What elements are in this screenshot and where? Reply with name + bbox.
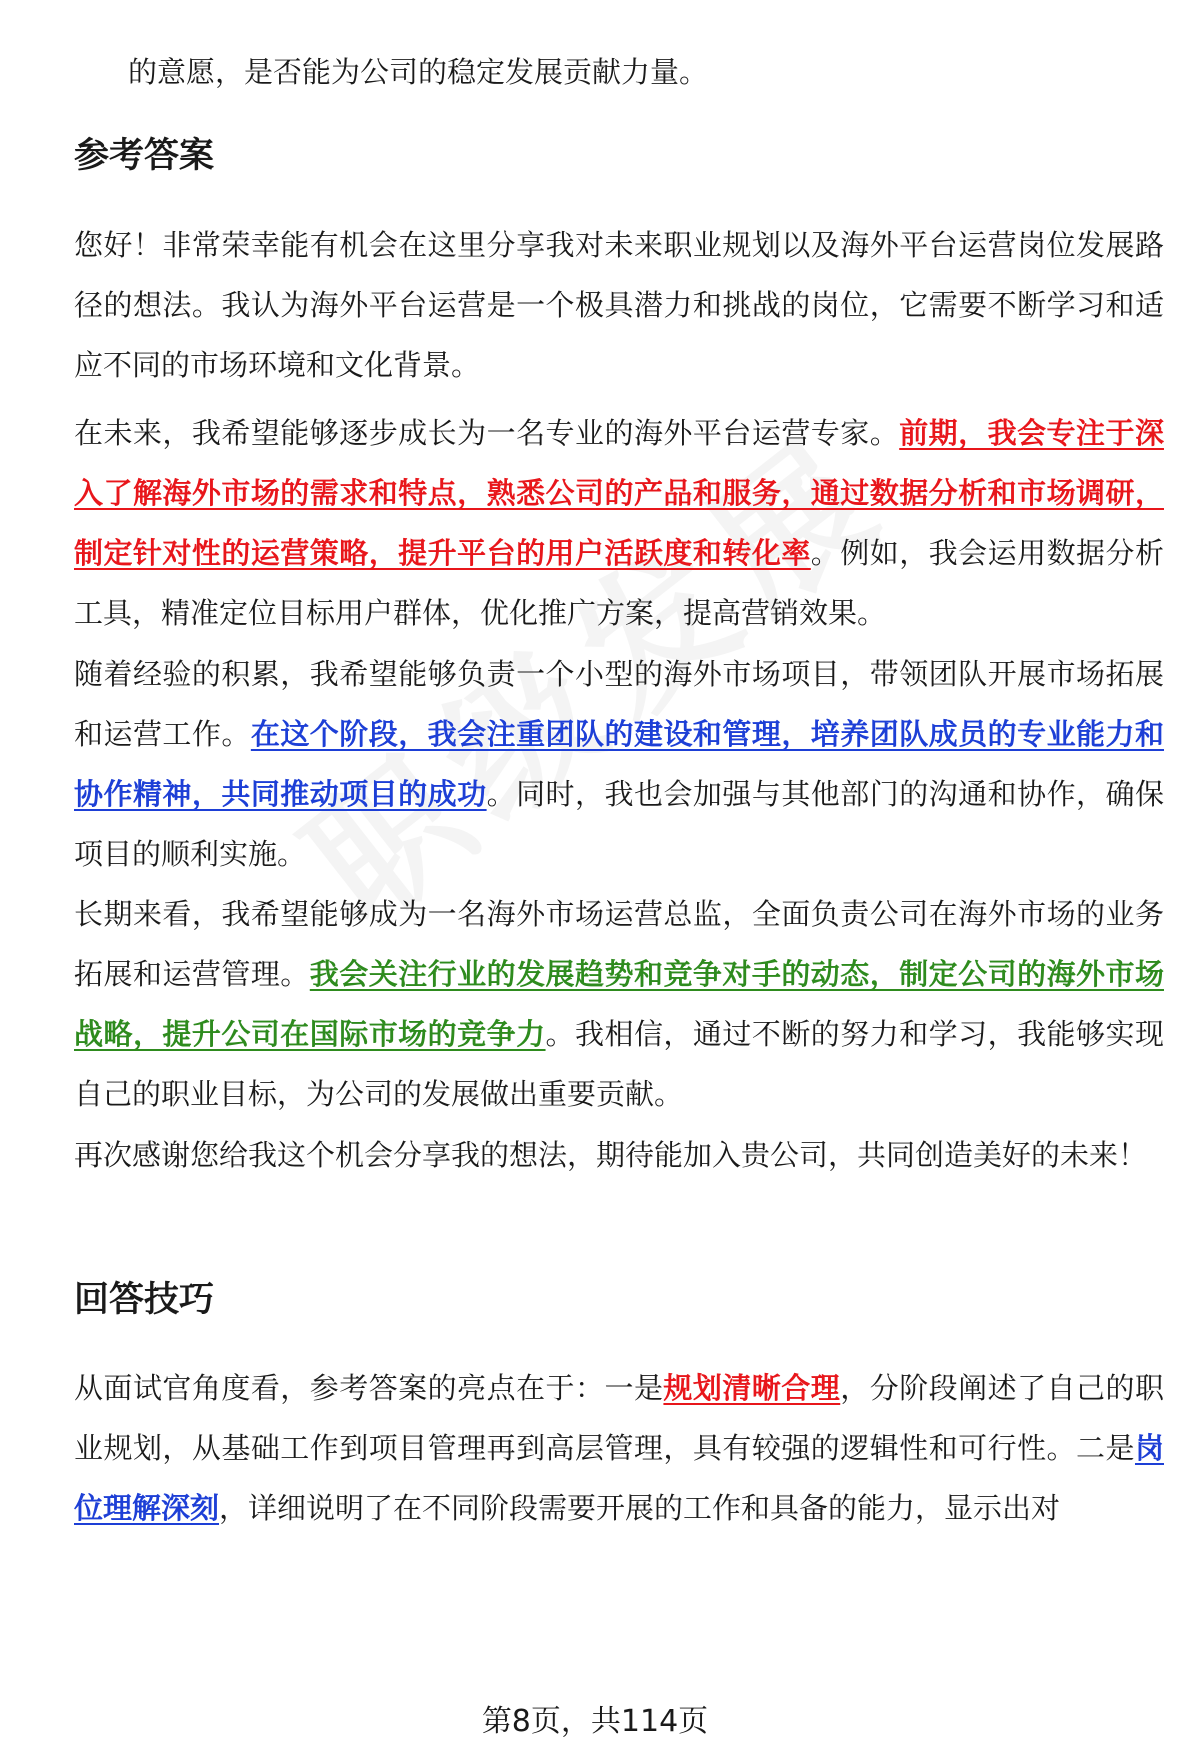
answer-paragraph-3 [74, 644, 1164, 884]
p3-blue-highlight: 在这个阶段，我会注重团队的建设和管理，培养团队成员的专业能力和协作精神，共同推动项目的成功 [74, 717, 1164, 811]
p4-green-highlight: 我会关注行业的发展趋势和竞争对手的动态，制定公司的海外市场战略，提升公司在国际市场的竞争力 [74, 957, 1164, 1051]
p2-before: 在未来，我希望能够逐步成长为一名专业的海外平台运营专家。 [74, 416, 900, 450]
answer-paragraph-5-text: 再次感谢您给我这个机会分享我的想法，期待能加入贵公司，共同创造美好的未来！ [74, 1138, 1148, 1172]
answer-paragraph-1-text: 您好！非常荣幸能有机会在这里分享我对未来职业规划以及海外平台运营岗位发展路径的想法。我认为海外平台运营是一个极具潜力和挑战的岗位，它需要不断学习和适应不同的市场环境和文化背景。 [74, 228, 1164, 382]
p3-after: 。同时，我也会加强与其他部门的沟通和协作，确保项目的顺利实施。 [74, 777, 1164, 871]
answer-paragraph-2 [74, 403, 1164, 643]
tips-highlight-2: 岗位理解深刻 [74, 1431, 1164, 1525]
answer-paragraph-3-text [74, 644, 1164, 884]
p2-after: 。例如，我会运用数据分析工具，精准定位目标用户群体，优化推广方案，提高营销效果。 [74, 536, 1164, 630]
continued-text: 的意愿，是否能为公司的稳定发展贡献力量。 [128, 55, 709, 89]
tips-highlight-1: 规划清晰合理 [663, 1371, 841, 1405]
tips-after: ，详细说明了在不同阶段需要开展的工作和具备的能力，显示出对 [219, 1491, 1061, 1525]
page-number-footer: 第8页，共114页 [481, 1704, 709, 1739]
p2-red-highlight: 前期，我会专注于深入了解海外市场的需求和特点，熟悉公司的产品和服务，通过数据分析和市场调研，制定针对性的运营策略，提升平台的用户活跃度和转化率 [74, 416, 1164, 570]
tips-before: 从面试官角度看，参考答案的亮点在于：一是 [74, 1371, 664, 1405]
tips-paragraph-text [74, 1358, 1164, 1538]
tips-heading: 回答技巧 [74, 1280, 215, 1320]
p3-before: 随着经验的积累，我希望能够负责一个小型的海外市场项目，带领团队开展市场拓展和运营工作。 [74, 657, 1164, 751]
answer-paragraph-1 [74, 215, 1164, 395]
answer-paragraph-4 [74, 884, 1164, 1124]
answer-paragraph-4-text [74, 884, 1164, 1124]
p4-before: 长期来看，我希望能够成为一名海外市场运营总监，全面负责公司在海外市场的业务拓展和运营管理。 [74, 897, 1164, 991]
answer-paragraph-5 [74, 1125, 1164, 1185]
tips-paragraph [74, 1358, 1164, 1538]
reference-answer-heading: 参考答案 [74, 136, 215, 176]
p4-after: 。我相信，通过不断的努力和学习，我能够实现自己的职业目标，为公司的发展做出重要贡献。 [74, 1017, 1164, 1111]
tips-middle: ，分阶段阐述了自己的职业规划，从基础工作到项目管理再到高层管理，具有较强的逻辑性和可行性。二是 [74, 1371, 1164, 1465]
answer-paragraph-2-text [74, 403, 1164, 643]
